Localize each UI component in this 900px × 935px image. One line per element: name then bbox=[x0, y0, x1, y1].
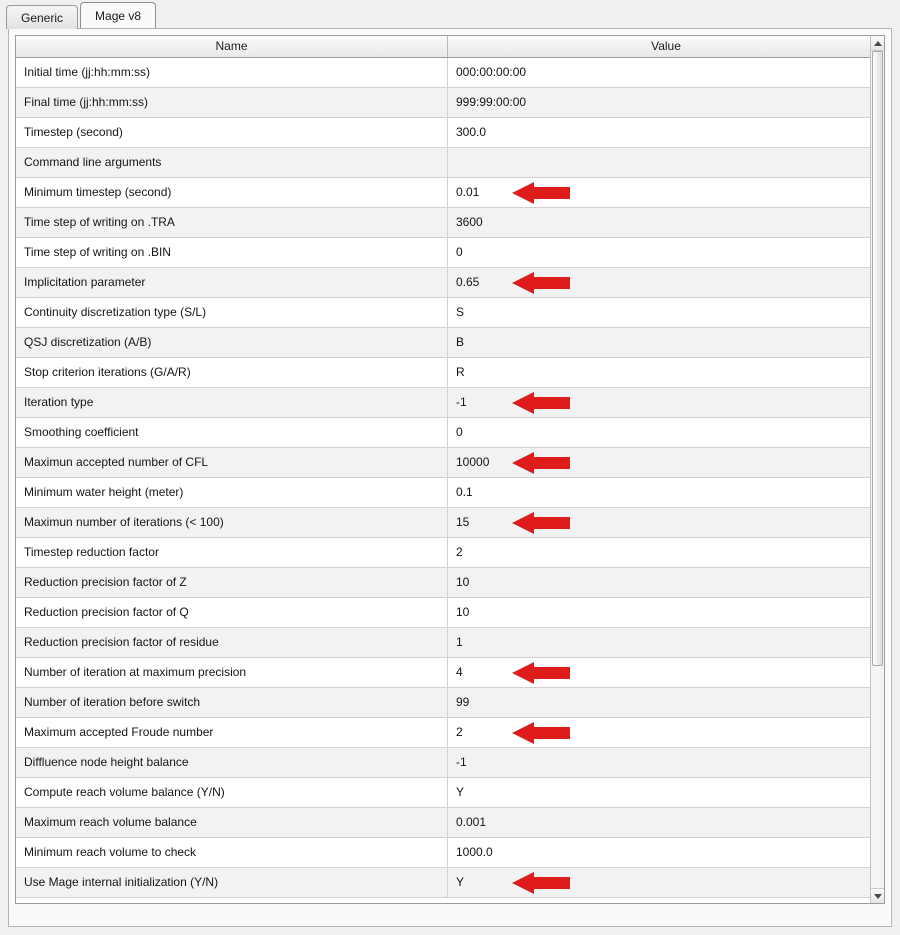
table-header bbox=[16, 36, 884, 58]
cell-parameter-value[interactable] bbox=[448, 328, 884, 357]
table-row[interactable] bbox=[16, 208, 884, 238]
cell-parameter-value[interactable] bbox=[448, 268, 884, 297]
cell-parameter-value[interactable] bbox=[448, 238, 884, 267]
cell-parameter-value[interactable] bbox=[448, 148, 884, 177]
cell-parameter-name[interactable]: Time step of writing on .TRA bbox=[16, 208, 448, 237]
tab-mage-v8[interactable] bbox=[80, 2, 156, 28]
annotation-arrow-icon bbox=[508, 452, 570, 474]
cell-parameter-name[interactable]: Time step of writing on .BIN bbox=[16, 238, 448, 267]
column-header-value[interactable]: Value bbox=[448, 36, 884, 57]
cell-parameter-name[interactable]: Command line arguments bbox=[16, 148, 448, 177]
cell-value-text: Y bbox=[456, 785, 465, 799]
table-row[interactable] bbox=[16, 388, 884, 418]
table-row[interactable] bbox=[16, 688, 884, 718]
cell-parameter-name[interactable]: Final time (jj:hh:mm:ss) bbox=[16, 88, 448, 117]
cell-value-text: 999:99:00:00 bbox=[456, 95, 527, 109]
cell-parameter-name[interactable]: Number of iteration before switch bbox=[16, 688, 448, 717]
cell-parameter-name[interactable]: Maximum accepted Froude number bbox=[16, 718, 448, 747]
tab-generic-label: Generic bbox=[21, 11, 64, 25]
cell-parameter-value[interactable] bbox=[448, 718, 884, 747]
cell-value-text: 0 bbox=[456, 425, 463, 439]
table-row[interactable] bbox=[16, 748, 884, 778]
cell-parameter-value[interactable] bbox=[448, 688, 884, 717]
parameters-table bbox=[15, 35, 885, 904]
annotation-arrow-icon bbox=[508, 392, 570, 414]
table-row[interactable] bbox=[16, 598, 884, 628]
cell-parameter-name[interactable]: Reduction precision factor of Z bbox=[16, 568, 448, 597]
cell-parameter-value[interactable] bbox=[448, 118, 884, 147]
table-row[interactable] bbox=[16, 628, 884, 658]
cell-parameter-value[interactable] bbox=[448, 658, 884, 687]
table-row[interactable] bbox=[16, 178, 884, 208]
cell-parameter-name[interactable]: Timestep reduction factor bbox=[16, 538, 448, 567]
cell-value-text: 10000 bbox=[456, 455, 490, 469]
cell-parameter-name[interactable]: Minimum reach volume to check bbox=[16, 838, 448, 867]
table-row[interactable] bbox=[16, 718, 884, 748]
annotation-arrow-icon bbox=[508, 512, 570, 534]
cell-parameter-name[interactable]: Compute reach volume balance (Y/N) bbox=[16, 778, 448, 807]
tab-bar bbox=[0, 0, 900, 28]
cell-value-text: 2 bbox=[456, 545, 463, 559]
cell-value-text: 300.0 bbox=[456, 125, 487, 139]
parameters-panel bbox=[8, 28, 892, 927]
cell-value-text: Y bbox=[456, 875, 465, 889]
table-row[interactable] bbox=[16, 58, 884, 88]
cell-parameter-name[interactable]: Minimum water height (meter) bbox=[16, 478, 448, 507]
cell-parameter-value[interactable] bbox=[448, 478, 884, 507]
cell-parameter-value[interactable] bbox=[448, 748, 884, 777]
annotation-arrow-icon bbox=[508, 872, 570, 894]
cell-parameter-value[interactable] bbox=[448, 568, 884, 597]
vertical-scrollbar[interactable] bbox=[870, 35, 885, 904]
table-row[interactable] bbox=[16, 148, 884, 178]
cell-parameter-value[interactable] bbox=[448, 448, 884, 477]
cell-parameter-name[interactable]: Stop criterion iterations (G/A/R) bbox=[16, 358, 448, 387]
cell-parameter-name[interactable]: Iteration type bbox=[16, 388, 448, 417]
table-row[interactable] bbox=[16, 268, 884, 298]
triangle-up-icon bbox=[874, 41, 882, 46]
annotation-arrow-icon bbox=[508, 182, 570, 204]
cell-value-text: 0.1 bbox=[456, 485, 473, 499]
table-row[interactable] bbox=[16, 778, 884, 808]
cell-parameter-value[interactable] bbox=[448, 508, 884, 537]
cell-parameter-name[interactable]: Smoothing coefficient bbox=[16, 418, 448, 447]
table-row[interactable] bbox=[16, 328, 884, 358]
table-row[interactable] bbox=[16, 448, 884, 478]
table-row[interactable] bbox=[16, 538, 884, 568]
cell-parameter-value[interactable] bbox=[448, 88, 884, 117]
scrollbar-thumb[interactable] bbox=[872, 51, 883, 666]
cell-value-text: 000:00:00:00 bbox=[456, 65, 527, 79]
cell-value-text: 0.001 bbox=[456, 815, 487, 829]
cell-parameter-name[interactable]: Reduction precision factor of residue bbox=[16, 628, 448, 657]
table-row[interactable] bbox=[16, 868, 884, 898]
table-row[interactable] bbox=[16, 238, 884, 268]
annotation-arrow-icon bbox=[508, 722, 570, 744]
scroll-down-button[interactable] bbox=[871, 888, 884, 903]
cell-parameter-name[interactable]: Maximun number of iterations (< 100) bbox=[16, 508, 448, 537]
cell-value-text: 4 bbox=[456, 665, 463, 679]
cell-value-text: B bbox=[456, 335, 465, 349]
cell-parameter-name[interactable]: Number of iteration at maximum precision bbox=[16, 658, 448, 687]
table-row[interactable] bbox=[16, 658, 884, 688]
table-row[interactable] bbox=[16, 838, 884, 868]
cell-parameter-name[interactable]: Initial time (jj:hh:mm:ss) bbox=[16, 58, 448, 87]
cell-parameter-name[interactable]: Reduction precision factor of Q bbox=[16, 598, 448, 627]
cell-parameter-name[interactable]: Maximun accepted number of CFL bbox=[16, 448, 448, 477]
cell-parameter-name[interactable]: Use Mage internal initialization (Y/N) bbox=[16, 868, 448, 897]
cell-value-text: -1 bbox=[456, 395, 467, 409]
table-row[interactable] bbox=[16, 418, 884, 448]
cell-parameter-name[interactable]: Diffluence node height balance bbox=[16, 748, 448, 777]
cell-value-text: 3600 bbox=[456, 215, 483, 229]
table-body bbox=[16, 58, 884, 903]
cell-value-text: 2 bbox=[456, 725, 463, 739]
scrollbar-track[interactable] bbox=[871, 51, 884, 888]
cell-parameter-name[interactable]: Continuity discretization type (S/L) bbox=[16, 298, 448, 327]
cell-parameter-value[interactable] bbox=[448, 838, 884, 867]
cell-value-text: 15 bbox=[456, 515, 470, 529]
cell-parameter-value[interactable] bbox=[448, 388, 884, 417]
cell-value-text: 0 bbox=[456, 245, 463, 259]
table-row[interactable] bbox=[16, 118, 884, 148]
annotation-arrow-icon bbox=[508, 272, 570, 294]
cell-value-text: -1 bbox=[456, 755, 467, 769]
table-row[interactable] bbox=[16, 88, 884, 118]
cell-value-text: 99 bbox=[456, 695, 470, 709]
table-row[interactable] bbox=[16, 478, 884, 508]
tab-mage-v8-label: Mage v8 bbox=[95, 9, 142, 23]
cell-parameter-value[interactable] bbox=[448, 808, 884, 837]
cell-parameter-value[interactable] bbox=[448, 298, 884, 327]
cell-value-text: 1000.0 bbox=[456, 845, 493, 859]
cell-parameter-value[interactable] bbox=[448, 418, 884, 447]
cell-parameter-value[interactable] bbox=[448, 178, 884, 207]
table-row[interactable] bbox=[16, 808, 884, 838]
annotation-arrow-icon bbox=[508, 662, 570, 684]
tab-generic[interactable] bbox=[6, 5, 78, 29]
triangle-down-icon bbox=[874, 894, 882, 899]
scroll-up-button[interactable] bbox=[871, 36, 884, 51]
cell-parameter-value[interactable] bbox=[448, 538, 884, 567]
cell-value-text: 1 bbox=[456, 635, 463, 649]
cell-parameter-value[interactable] bbox=[448, 868, 884, 897]
cell-value-text: 10 bbox=[456, 575, 470, 589]
cell-parameter-name[interactable]: Maximum reach volume balance bbox=[16, 808, 448, 837]
cell-parameter-value[interactable] bbox=[448, 598, 884, 627]
cell-value-text: S bbox=[456, 305, 465, 319]
cell-value-text: 0.01 bbox=[456, 185, 480, 199]
cell-parameter-value[interactable] bbox=[448, 58, 884, 87]
cell-value-text: 10 bbox=[456, 605, 470, 619]
cell-value-text: 0.65 bbox=[456, 275, 480, 289]
cell-value-text: R bbox=[456, 365, 465, 379]
table-row[interactable] bbox=[16, 358, 884, 388]
table-row[interactable] bbox=[16, 298, 884, 328]
cell-parameter-value[interactable] bbox=[448, 628, 884, 657]
table-row[interactable] bbox=[16, 568, 884, 598]
cell-parameter-name[interactable]: Minimum timestep (second) bbox=[16, 178, 448, 207]
cell-parameter-name[interactable]: Timestep (second) bbox=[16, 118, 448, 147]
cell-parameter-name[interactable]: Implicitation parameter bbox=[16, 268, 448, 297]
column-header-name[interactable]: Name bbox=[16, 36, 448, 57]
cell-parameter-value[interactable] bbox=[448, 358, 884, 387]
cell-parameter-value[interactable] bbox=[448, 208, 884, 237]
cell-parameter-name[interactable]: QSJ discretization (A/B) bbox=[16, 328, 448, 357]
table-row[interactable] bbox=[16, 508, 884, 538]
cell-parameter-value[interactable] bbox=[448, 778, 884, 807]
